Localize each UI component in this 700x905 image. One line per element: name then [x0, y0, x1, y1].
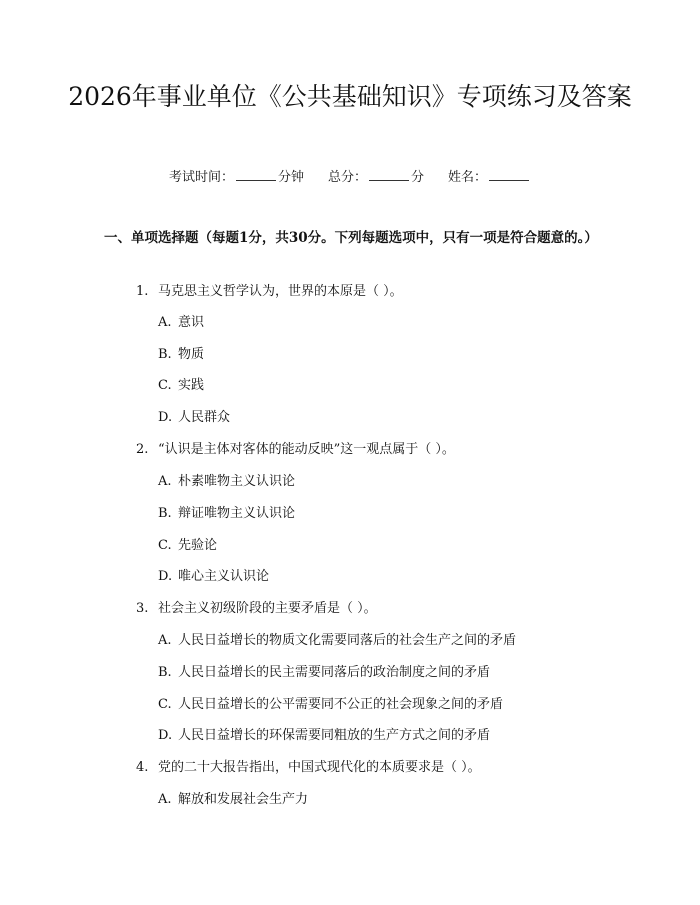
option-letter: B. [158, 665, 172, 680]
exam-info-line [0, 168, 700, 188]
option-text: 实践 [178, 378, 205, 393]
option-letter: B. [158, 347, 172, 362]
name-label: 姓名： [448, 170, 488, 185]
option-letter: D. [158, 728, 173, 743]
option-text: 朴素唯物主义认识论 [178, 474, 296, 489]
name-blank[interactable] [489, 168, 529, 181]
option-text: 物质 [178, 347, 205, 362]
option-text: 先验论 [178, 538, 218, 553]
question-number: 2. [136, 442, 149, 457]
total-score-label: 总分： [327, 170, 367, 185]
option-text: 解放和发展社会生产力 [178, 792, 309, 807]
option-letter: A. [158, 792, 172, 807]
question-2-option-b[interactable] [158, 505, 295, 523]
option-letter: C. [158, 538, 172, 553]
question-4-option-a[interactable] [158, 791, 308, 809]
exam-time-label: 考试时间： [168, 170, 234, 185]
option-text: 人民日益增长的环保需要同粗放的生产方式之间的矛盾 [178, 728, 491, 743]
option-letter: D. [158, 410, 173, 425]
question-3-option-b[interactable] [158, 664, 490, 682]
option-letter: B. [158, 506, 172, 521]
option-text: 辩证唯物主义认识论 [178, 506, 296, 521]
question-2 [136, 441, 455, 459]
question-3-option-c[interactable] [158, 696, 503, 714]
question-1-option-b[interactable] [158, 346, 204, 364]
option-text: 人民群众 [178, 410, 231, 425]
question-3-option-d[interactable] [158, 727, 490, 745]
option-letter: C. [158, 378, 172, 393]
question-3 [136, 600, 377, 618]
question-text: 党的二十大报告指出，中国式现代化的本质要求是（ ）。 [158, 760, 481, 775]
question-1 [136, 283, 403, 301]
question-3-option-a[interactable] [158, 632, 516, 650]
option-letter: C. [158, 697, 172, 712]
option-text: 意识 [178, 315, 205, 330]
option-letter: A. [158, 474, 172, 489]
option-text: 唯心主义认识论 [178, 569, 270, 584]
exam-time-unit: 分钟 [277, 170, 304, 185]
question-1-option-a[interactable] [158, 314, 204, 332]
question-2-option-a[interactable] [158, 473, 295, 491]
section-heading: 一、单项选择题（每题1分，共30分。下列每题选项中，只有一项是符合题意的。） [104, 230, 598, 246]
question-number: 1. [136, 284, 149, 299]
question-1-option-c[interactable] [158, 377, 204, 395]
question-2-option-c[interactable] [158, 537, 217, 555]
total-score-blank[interactable] [369, 168, 409, 181]
exam-time-blank[interactable] [236, 168, 276, 181]
question-number: 4. [136, 760, 149, 775]
option-text: 人民日益增长的民主需要同落后的政治制度之间的矛盾 [178, 665, 491, 680]
document-title: 2026年事业单位《公共基础知识》专项练习及答案 [68, 82, 632, 111]
option-text: 人民日益增长的物质文化需要同落后的社会生产之间的矛盾 [178, 633, 517, 648]
question-number: 3. [136, 601, 149, 616]
question-text: 社会主义初级阶段的主要矛盾是（ ）。 [158, 601, 377, 616]
option-letter: A. [158, 633, 172, 648]
option-letter: A. [158, 315, 172, 330]
question-1-option-d[interactable] [158, 409, 230, 427]
question-2-option-d[interactable] [158, 568, 269, 586]
option-letter: D. [158, 569, 173, 584]
option-text: 人民日益增长的公平需要同不公正的社会现象之间的矛盾 [178, 697, 504, 712]
total-score-unit: 分 [411, 170, 425, 185]
question-text: “认识是主体对客体的能动反映”这一观点属于（ ）。 [158, 442, 455, 457]
question-text: 马克思主义哲学认为，世界的本原是（ ）。 [158, 284, 403, 299]
question-4 [136, 759, 481, 777]
